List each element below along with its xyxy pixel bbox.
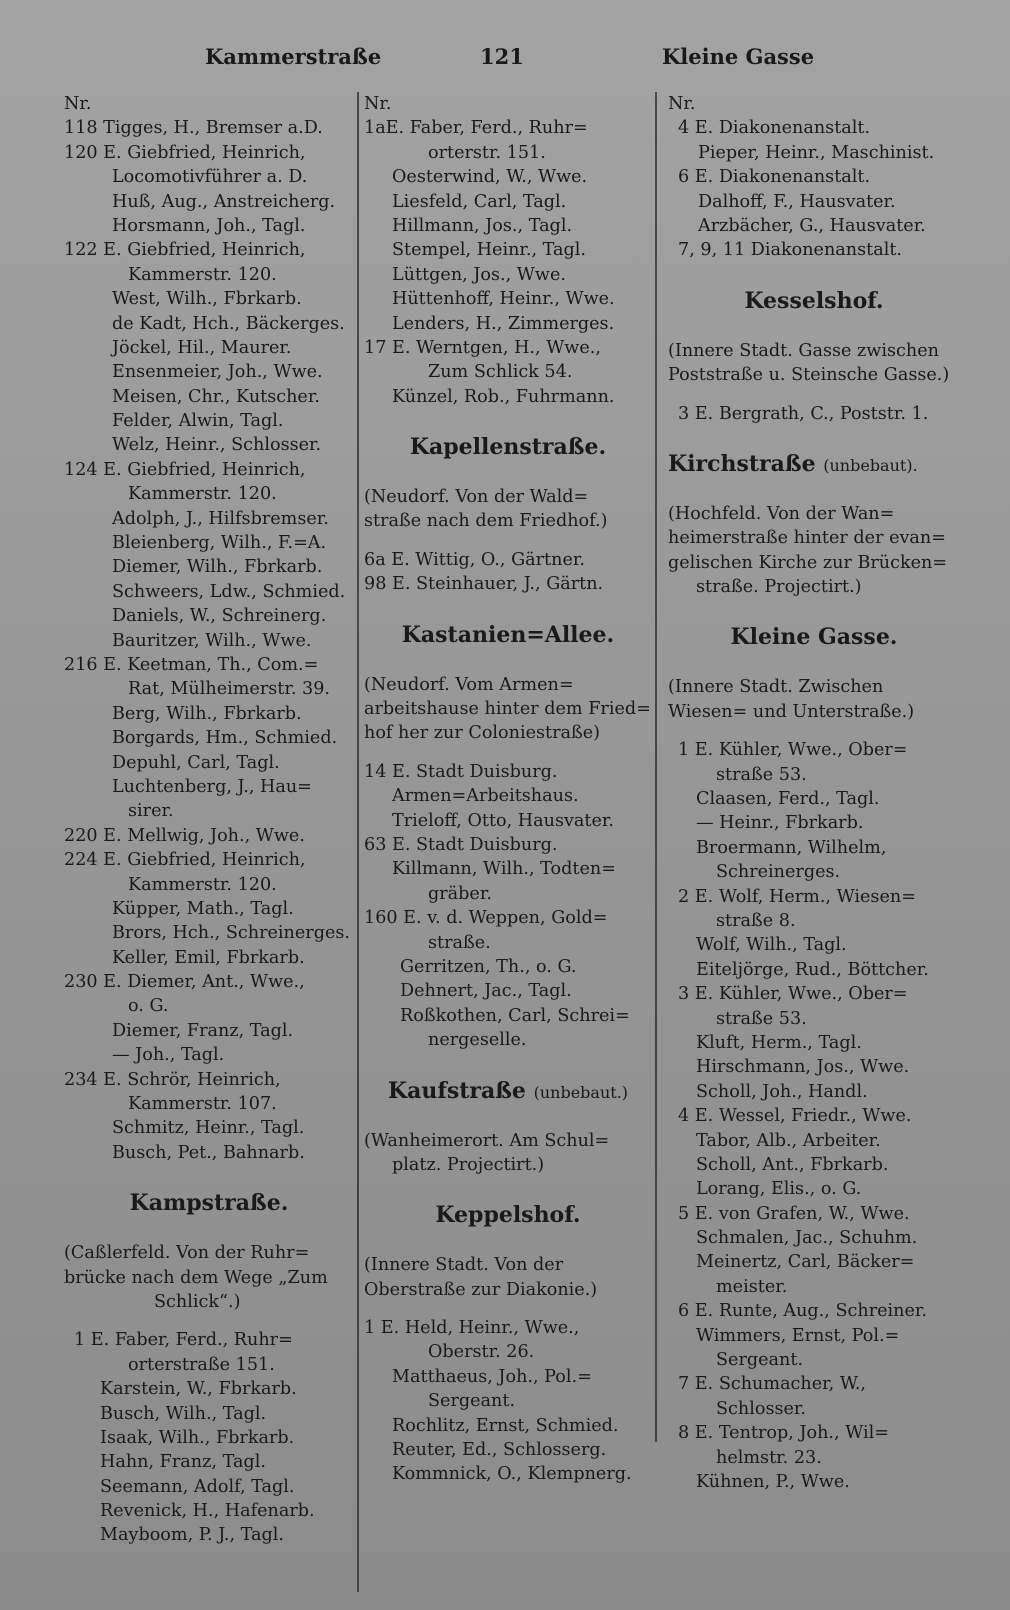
entry-line: Hahn, Franz, Tagl.	[100, 1452, 266, 1473]
street-heading: Kampstraße.	[129, 1190, 289, 1217]
entry-line: Kluft, Herm., Tagl.	[696, 1032, 862, 1053]
street-description: (Caßlerfeld. Von der Ruhr=	[64, 1243, 310, 1264]
entry-line: sirer.	[128, 801, 174, 822]
street-description: (Wanheimerort. Am Schul=	[364, 1130, 610, 1151]
entry-line: de Kadt, Hch., Bäckerges.	[112, 313, 345, 334]
street-description: Wiesen= und Unterstraße.)	[668, 701, 915, 722]
street-heading: Kapellenstraße.	[409, 434, 607, 461]
entry-line: West, Wilh., Fbrkarb.	[112, 289, 302, 310]
entry-line: Claasen, Ferd., Tagl.	[696, 789, 880, 810]
entry-line: Rat, Mülheimerstr. 39.	[128, 679, 330, 700]
entry-line: Isaak, Wilh., Fbrkarb.	[100, 1427, 295, 1448]
entry-line: Rochlitz, Ernst, Schmied.	[392, 1415, 619, 1436]
entry-line: Meisen, Chr., Kutscher.	[112, 386, 320, 407]
entry-line: Hillmann, Jos., Tagl.	[392, 215, 573, 236]
entry-line: Killmann, Wilh., Todten=	[392, 859, 616, 880]
entry-line: Lorang, Elis., o. G.	[696, 1179, 862, 1200]
entry-line: Kühnen, P., Wwe.	[696, 1471, 850, 1492]
entry-line: Brors, Hch., Schreinerges.	[112, 923, 350, 944]
street-description: (Neudorf. Vom Armen=	[364, 674, 574, 695]
entry-line: 6a E. Wittig, O., Gärtner.	[364, 549, 585, 570]
street-heading: Kastanien=Allee.	[401, 621, 615, 648]
entry-line: Borgards, Hm., Schmied.	[112, 728, 338, 749]
entry-line: orterstraße 151.	[128, 1354, 275, 1375]
entry-line: — Joh., Tagl.	[112, 1045, 225, 1066]
street-description: gelischen Kirche zur Brücken=	[668, 552, 948, 573]
entry-line: 1 E. Faber, Ferd., Ruhr=	[74, 1330, 293, 1351]
street-description: Oberstraße zur Diakonie.)	[364, 1279, 598, 1300]
entry-line: 3 E. Kühler, Wwe., Ober=	[678, 984, 908, 1005]
entry-line: Trieloff, Otto, Hausvater.	[392, 810, 614, 831]
entry-line: Wimmers, Ernst, Pol.=	[696, 1325, 900, 1346]
entry-line: Huß, Aug., Anstreicherg.	[112, 191, 336, 212]
entry-line: Horsmann, Joh., Tagl.	[112, 215, 306, 236]
entry-line: 124 E. Giebfried, Heinrich,	[64, 459, 306, 480]
entry-line: Bleienberg, Wilh., F.=A.	[112, 533, 327, 554]
entry-line: Kammerstr. 107.	[128, 1094, 277, 1115]
entry-line: — Heinr., Fbrkarb.	[696, 813, 864, 834]
header-left-street: Kammerstraße	[205, 44, 382, 69]
column-3	[668, 92, 960, 1582]
street-description: arbeitshause hinter dem Fried=	[364, 699, 651, 720]
entry-line: Matthaeus, Joh., Pol.=	[392, 1366, 592, 1387]
entry-line: Adolph, J., Hilfsbremser.	[112, 508, 329, 529]
entry-line: Wolf, Wilh., Tagl.	[696, 935, 847, 956]
entry-line: Meinertz, Carl, Bäcker=	[696, 1252, 915, 1273]
entry-line: 1 E. Held, Heinr., Wwe.,	[364, 1318, 580, 1339]
entry-line: orterstr. 151.	[428, 142, 546, 163]
entry-line: Welz, Heinr., Schlosser.	[112, 435, 322, 456]
entry-line: Schlosser.	[716, 1398, 806, 1419]
entry-line: Berg, Wilh., Fbrkarb.	[112, 703, 302, 724]
entry-line: 17 E. Werntgen, H., Wwe.,	[364, 337, 601, 358]
entry-line: gräber.	[428, 883, 492, 904]
entry-line: Diemer, Wilh., Fbrkarb.	[112, 557, 323, 578]
entry-line: Bauritzer, Wilh., Wwe.	[112, 630, 312, 651]
page-number: 121	[480, 44, 524, 69]
entry-line: nergeselle.	[428, 1030, 527, 1051]
entry-line: Stempel, Heinr., Tagl.	[392, 240, 587, 261]
header-right-street: Kleine Gasse	[662, 44, 815, 69]
entry-line: 122 E. Giebfried, Heinrich,	[64, 240, 306, 261]
column-1	[64, 92, 354, 1582]
entry-line: Reuter, Ed., Schlosserg.	[392, 1440, 607, 1461]
entry-line: Felder, Alwin, Tagl.	[112, 411, 284, 432]
entry-line: Depuhl, Carl, Tagl.	[112, 752, 280, 773]
entry-line: Sergeant.	[716, 1350, 804, 1371]
street-description: straße. Projectirt.)	[696, 577, 862, 598]
entry-line: Revenick, H., Hafenarb.	[100, 1501, 315, 1522]
column-nr-label: Nr.	[64, 94, 92, 114]
entry-line: Liesfeld, Carl, Tagl.	[392, 191, 567, 212]
entry-line: Gerritzen, Th., o. G.	[400, 956, 577, 977]
entry-line: o. G.	[128, 996, 169, 1017]
street-description: straße nach dem Friedhof.)	[364, 511, 608, 532]
entry-line: helmstr. 23.	[716, 1447, 822, 1468]
entry-line: Kammerstr. 120.	[128, 264, 277, 285]
street-description: Poststraße u. Steinsche Gasse.)	[668, 365, 950, 386]
entry-line: Oesterwind, W., Wwe.	[392, 167, 588, 188]
column-rule-left	[357, 92, 359, 1592]
entry-line: Seemann, Adolf, Tagl.	[100, 1476, 295, 1497]
entry-line: Tabor, Alb., Arbeiter.	[696, 1130, 881, 1151]
entry-line: straße.	[428, 932, 491, 953]
street-heading: Kleine Gasse.	[730, 624, 898, 651]
street-heading-name: Kaufstraße	[387, 1077, 526, 1104]
street-heading: Keppelshof.	[435, 1202, 581, 1229]
entry-line: 63 E. Stadt Duisburg.	[364, 834, 558, 855]
entry-line: Jöckel, Hil., Maurer.	[112, 337, 292, 358]
entry-line: 4 E. Wessel, Friedr., Wwe.	[678, 1106, 912, 1127]
entry-line: 14 E. Stadt Duisburg.	[364, 761, 558, 782]
entry-line: Roßkothen, Carl, Schrei=	[400, 1005, 630, 1026]
street-description: (Neudorf. Von der Wald=	[364, 487, 589, 508]
entry-line: Dalhoff, F., Hausvater.	[698, 191, 896, 212]
entry-line: Broermann, Wilhelm,	[696, 837, 887, 858]
entry-line: meister.	[716, 1276, 788, 1297]
entry-line: Schreinerges.	[716, 862, 841, 883]
entry-line: straße 53.	[716, 764, 807, 785]
entry-line: 5 E. von Grafen, W., Wwe.	[678, 1203, 910, 1224]
entry-line: Busch, Wilh., Tagl.	[100, 1403, 267, 1424]
entry-line: Scholl, Joh., Handl.	[696, 1081, 868, 1102]
entry-line: 4 E. Diakonenanstalt.	[678, 118, 871, 139]
column-nr-label: Nr.	[364, 94, 392, 114]
entry-line: Kommnick, O., Klempnerg.	[392, 1464, 632, 1485]
entry-line: Lenders, H., Zimmerges.	[392, 313, 615, 334]
entry-line: Zum Schlick 54.	[428, 362, 573, 383]
entry-line: straße 8.	[716, 910, 796, 931]
entry-line: 7, 9, 11 Diakonenanstalt.	[678, 240, 902, 261]
entry-line: Keller, Emil, Fbrkarb.	[112, 947, 305, 968]
entry-line: 216 E. Keetman, Th., Com.=	[64, 654, 319, 675]
street-heading: Kesselshof.	[744, 287, 884, 314]
entry-line: 224 E. Giebfried, Heinrich,	[64, 850, 306, 871]
entry-line: 6 E. Runte, Aug., Schreiner.	[678, 1301, 927, 1322]
street-description: (Innere Stadt. Von der	[364, 1255, 564, 1276]
street-description: brücke nach dem Wege „Zum	[64, 1267, 328, 1288]
entry-line: Küpper, Math., Tagl.	[112, 898, 294, 919]
entry-line: Schweers, Ldw., Schmied.	[112, 581, 346, 602]
entry-line: Kammerstr. 120.	[128, 484, 277, 505]
street-heading	[364, 1067, 652, 1115]
entry-line: Hüttenhoff, Heinr., Wwe.	[392, 289, 615, 310]
street-heading	[668, 440, 960, 488]
entry-line: 2 E. Wolf, Herm., Wiesen=	[678, 886, 916, 907]
street-heading-note: (unbebaut.)	[533, 1082, 629, 1102]
street-heading-note: (unbebaut).	[823, 455, 918, 475]
entry-line: 8 E. Tentrop, Joh., Wil=	[678, 1423, 889, 1444]
entry-line: Diemer, Franz, Tagl.	[112, 1020, 294, 1041]
entry-line: 234 E. Schrör, Heinrich,	[64, 1069, 281, 1090]
entry-line: 160 E. v. d. Weppen, Gold=	[364, 908, 608, 929]
street-description: Schlick“.)	[154, 1291, 241, 1312]
entry-line: Busch, Pet., Bahnarb.	[112, 1142, 305, 1163]
street-description: (Innere Stadt. Zwischen	[668, 677, 884, 698]
column-nr-label: Nr.	[668, 94, 696, 114]
entry-line: 220 E. Mellwig, Joh., Wwe.	[64, 825, 305, 846]
street-description: (Innere Stadt. Gasse zwischen	[668, 340, 939, 361]
entry-line: Kammerstr. 120.	[128, 874, 277, 895]
entry-line: Mayboom, P. J., Tagl.	[100, 1525, 285, 1546]
entry-line: 6 E. Diakonenanstalt.	[678, 167, 871, 188]
entry-line: Sergeant.	[428, 1391, 516, 1412]
street-description: hof her zur Coloniestraße)	[364, 723, 601, 744]
street-description: (Hochfeld. Von der Wan=	[668, 503, 895, 524]
running-header	[0, 44, 1010, 84]
entry-line: Daniels, W., Schreinerg.	[112, 606, 327, 627]
entry-line: Armen=Arbeitshaus.	[392, 786, 579, 807]
entry-line: 98 E. Steinhauer, J., Gärtn.	[364, 574, 604, 595]
entry-line: Scholl, Ant., Fbrkarb.	[696, 1154, 889, 1175]
entry-line: Künzel, Rob., Fuhrmann.	[392, 386, 615, 407]
entry-line: Locomotivführer a. D.	[112, 167, 308, 188]
entry-line: Lüttgen, Jos., Wwe.	[392, 264, 566, 285]
entry-line: Oberstr. 26.	[428, 1342, 535, 1363]
entry-line: Arzbächer, G., Hausvater.	[698, 215, 926, 236]
entry-line: 120 E. Giebfried, Heinrich,	[64, 142, 306, 163]
entry-line: Luchtenberg, J., Hau=	[112, 776, 312, 797]
entry-line: Karstein, W., Fbrkarb.	[100, 1379, 297, 1400]
street-description: heimerstraße hinter der evan=	[668, 528, 946, 549]
entry-line: 1 E. Kühler, Wwe., Ober=	[678, 740, 908, 761]
entry-line: 230 E. Diemer, Ant., Wwe.,	[64, 972, 305, 993]
street-description: platz. Projectirt.)	[392, 1154, 545, 1175]
entry-line: 1aE. Faber, Ferd., Ruhr=	[364, 118, 588, 139]
entry-line: Schmitz, Heinr., Tagl.	[112, 1118, 305, 1139]
entry-line: Pieper, Heinr., Maschinist.	[698, 142, 935, 163]
entry-line: 3 E. Bergrath, C., Poststr. 1.	[678, 403, 929, 424]
entry-line: Ensenmeier, Joh., Wwe.	[112, 362, 323, 383]
entry-line: 118 Tigges, H., Bremser a.D.	[64, 118, 323, 139]
entry-line: Hirschmann, Jos., Wwe.	[696, 1057, 910, 1078]
column-rule-right	[655, 92, 657, 1442]
entry-line: Dehnert, Jac., Tagl.	[400, 981, 572, 1002]
street-heading-name: Kirchstraße	[668, 450, 816, 477]
entry-line: 7 E. Schumacher, W.,	[678, 1374, 867, 1395]
column-2	[364, 92, 652, 1582]
entry-line: Eiteljörge, Rud., Böttcher.	[696, 959, 929, 980]
entry-line: straße 53.	[716, 1008, 807, 1029]
entry-line: Schmalen, Jac., Schuhm.	[696, 1228, 918, 1249]
